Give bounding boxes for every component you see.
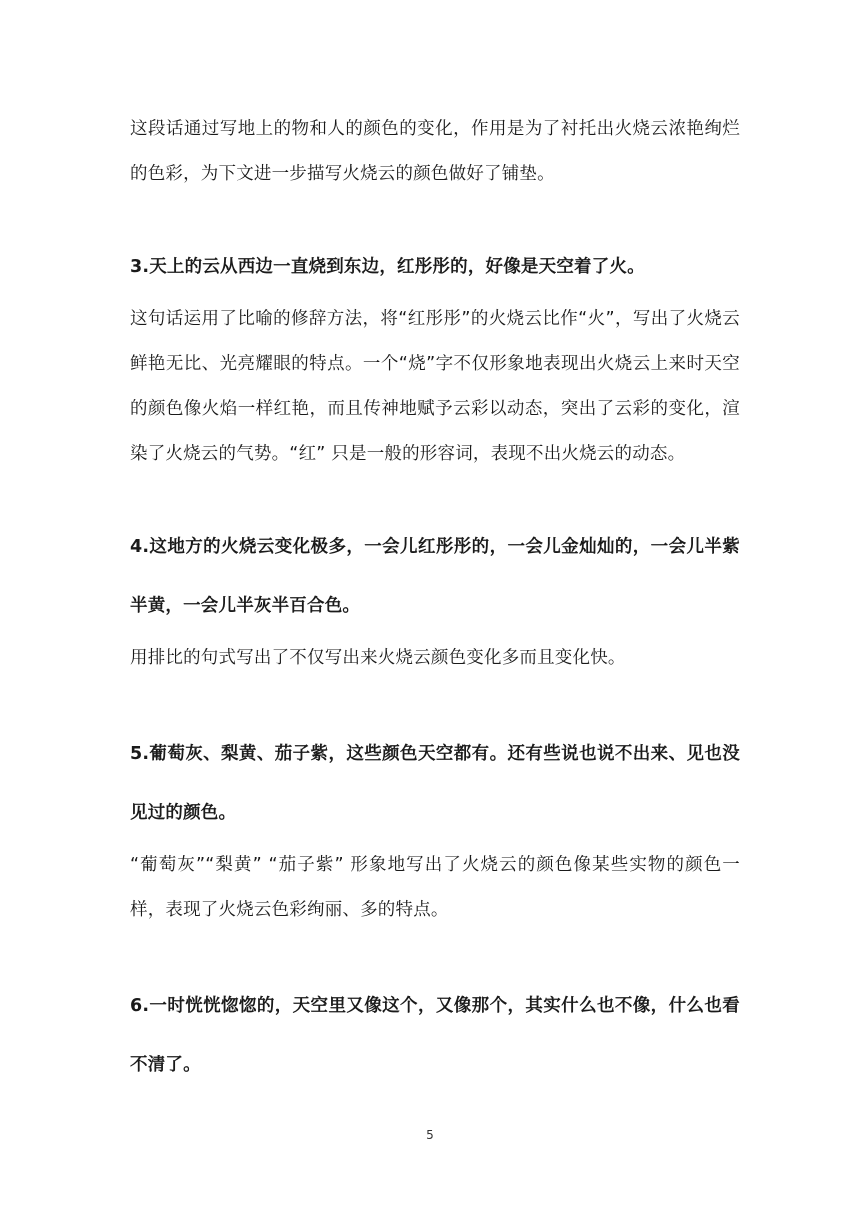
section-body-5: “葡萄灰”“梨黄” “茄子紫” 形象地写出了火烧云的颜色像某些实物的颜色一样，表现了火烧云色彩绚丽、多的特点。: [130, 855, 740, 920]
section-body-3: 这句话运用了比喻的修辞方法，将“红彤彤”的火烧云比作“火”，写出了火烧云鲜艳无比、光亮耀眼的特点。一个“烧”字不仅形象地表现出火烧云上来时天空的颜色像火焰一样红艳，而且传神地赋予云彩以动态，突出了云彩的变化，渲染了火烧云的气势。“红” 只是一般的形容词，表现不出火烧云的动态。: [130, 309, 740, 464]
spacer: [130, 197, 740, 238]
spacer: [130, 477, 740, 518]
document-body: [130, 107, 740, 1095]
section-heading-6: 6.一时恍恍惚惚的，天空里又像这个，又像那个，其实什么也不像，什么也看不清了。: [130, 996, 740, 1075]
spacer: [130, 933, 740, 977]
section-heading-3: 3.天上的云从西边一直烧到东边，红彤彤的，好像是天空着了火。: [130, 257, 645, 277]
section-heading-5: 5.葡萄灰、梨黄、茄子紫，这些颜色天空都有。还有些说也说不出来、见也没见过的颜色。: [130, 744, 740, 823]
intro-paragraph: 这段话通过写地上的物和人的颜色的变化，作用是为了衬托出火烧云浓艳绚烂的色彩，为下文进一步描写火烧云的颜色做好了铺垫。: [130, 119, 740, 184]
section-heading-4: 4.这地方的火烧云变化极多，一会儿红彤彤的，一会儿金灿灿的，一会儿半紫半黄，一会儿半灰半百合色。: [130, 537, 740, 616]
page-number: 5: [426, 1128, 434, 1142]
section-body-4: 用排比的句式写出了不仅写出来火烧云颜色变化多而且变化快。: [130, 648, 626, 668]
spacer: [130, 681, 740, 725]
